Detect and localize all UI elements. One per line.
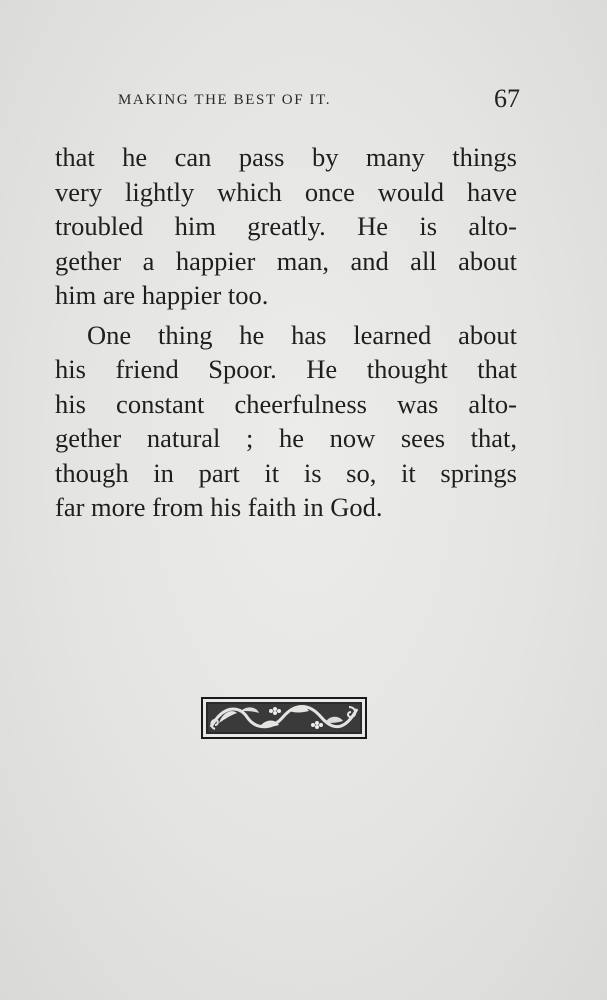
text-line: his constant cheerfulness was alto- [55, 388, 517, 419]
text-line: that he can pass by many things [55, 142, 517, 172]
text-line: gether natural ; he now sees that, [55, 423, 517, 453]
text-line: far more from his faith in God. [55, 492, 383, 522]
running-title: MAKING THE BEST OF IT. [118, 92, 332, 108]
page-number: 67 [494, 84, 520, 113]
text-line: troubled him greatly. He is alto- [55, 211, 517, 241]
text-line: gether a happier man, and all about [55, 245, 517, 276]
text-line: very lightly which once would have [55, 176, 517, 207]
text-line: his friend Spoor. He thought that [55, 354, 517, 384]
page-header [118, 84, 518, 114]
text-line: One thing he has learned about [87, 319, 517, 350]
text-line: though in part it is so, it springs [55, 457, 517, 488]
floral-tailpiece-icon [201, 697, 367, 739]
body-text [55, 140, 517, 525]
text-line: him are happier too. [55, 280, 269, 310]
